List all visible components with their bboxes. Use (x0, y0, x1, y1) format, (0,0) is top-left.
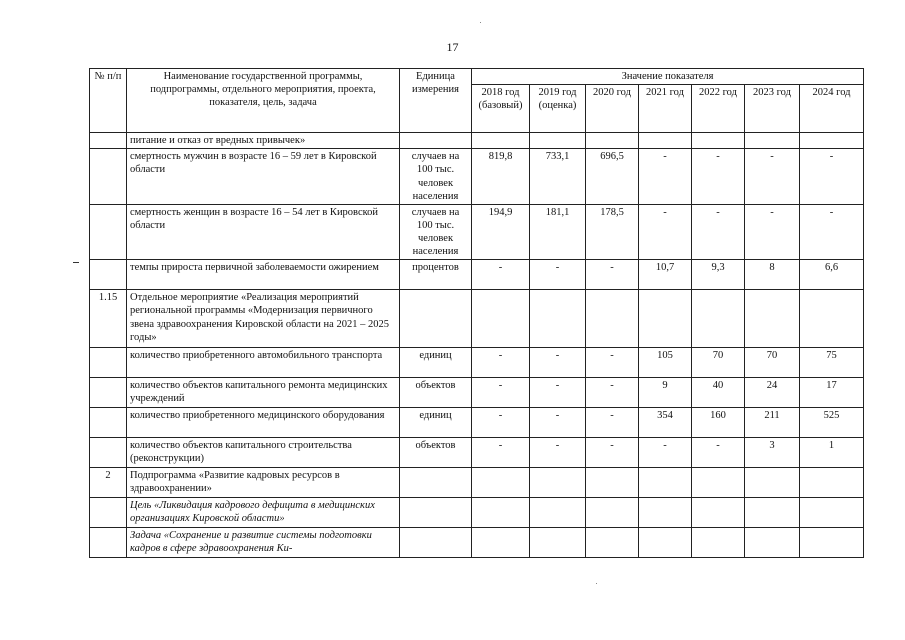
margin-mark (73, 262, 79, 263)
row-value (692, 528, 745, 558)
row-value: 696,5 (586, 149, 639, 205)
row-value (472, 133, 530, 149)
table-row (90, 149, 864, 205)
row-number (90, 498, 127, 528)
row-unit: единиц (400, 408, 472, 438)
row-value (586, 468, 639, 498)
row-number: 1.15 (90, 290, 127, 348)
row-value: - (586, 408, 639, 438)
row-value: - (586, 348, 639, 378)
header-year: 2019 год (оценка) (530, 85, 586, 133)
scan-speck (596, 583, 597, 584)
row-value: 3 (745, 438, 800, 468)
header-year: 2020 год (586, 85, 639, 133)
row-unit: объектов (400, 438, 472, 468)
row-number (90, 438, 127, 468)
row-value: 525 (800, 408, 864, 438)
table-row (90, 408, 864, 438)
row-value: - (472, 348, 530, 378)
row-value: - (472, 260, 530, 290)
row-value (586, 290, 639, 348)
row-value: 105 (639, 348, 692, 378)
row-value: 9 (639, 378, 692, 408)
row-unit (400, 498, 472, 528)
table-row (90, 438, 864, 468)
row-unit: случаев на 100 тыс. человек населения (400, 149, 472, 205)
row-value: 70 (692, 348, 745, 378)
row-value: - (586, 378, 639, 408)
row-value (586, 133, 639, 149)
row-value (800, 528, 864, 558)
row-number (90, 348, 127, 378)
row-value (639, 498, 692, 528)
row-value (472, 498, 530, 528)
table-body (90, 133, 864, 558)
row-unit: процентов (400, 260, 472, 290)
row-value: 6,6 (800, 260, 864, 290)
row-value (800, 290, 864, 348)
row-value: 1 (800, 438, 864, 468)
row-value (472, 290, 530, 348)
row-name: количество приобретенного медицинского оборудования (127, 408, 400, 438)
row-name: количество приобретенного автомобильного транспорта (127, 348, 400, 378)
row-value (692, 468, 745, 498)
row-value (745, 528, 800, 558)
row-number (90, 133, 127, 149)
row-value (800, 133, 864, 149)
row-value: 40 (692, 378, 745, 408)
row-value: 733,1 (530, 149, 586, 205)
scan-speck (480, 22, 481, 23)
row-value (692, 498, 745, 528)
row-value (530, 528, 586, 558)
header-year: 2022 год (692, 85, 745, 133)
row-number (90, 528, 127, 558)
table-row (90, 528, 864, 558)
row-value: 181,1 (530, 204, 586, 260)
row-value (692, 290, 745, 348)
header-unit: Единица измерения (400, 69, 472, 133)
row-value: - (586, 438, 639, 468)
page-number: 17 (446, 40, 459, 54)
row-value: - (639, 438, 692, 468)
row-value: - (800, 149, 864, 205)
row-value: 24 (745, 378, 800, 408)
row-value (530, 468, 586, 498)
row-number (90, 260, 127, 290)
row-value (745, 290, 800, 348)
row-unit (400, 133, 472, 149)
row-value: - (472, 378, 530, 408)
row-value: - (530, 378, 586, 408)
row-value (586, 498, 639, 528)
header-year: 2024 год (800, 85, 864, 133)
row-value (745, 498, 800, 528)
row-value: - (472, 438, 530, 468)
indicator-table (89, 68, 864, 558)
table-row (90, 468, 864, 498)
row-name: Цель «Ликвидация кадрового дефицита в медицинских организациях Кировской области» (127, 498, 400, 528)
row-value: 194,9 (472, 204, 530, 260)
header-year: 2023 год (745, 85, 800, 133)
header-values-group: Значение показателя (472, 69, 864, 85)
row-value: - (639, 204, 692, 260)
row-unit (400, 290, 472, 348)
header-name: Наименование государственной программы, подпрограммы, отдельного мероприятия, проекта, показателя, цель, задача (127, 69, 400, 133)
row-value: - (530, 260, 586, 290)
table-row (90, 378, 864, 408)
row-value: 160 (692, 408, 745, 438)
row-name: смертность женщин в возрасте 16 – 54 лет в Кировской области (127, 204, 400, 260)
row-value (745, 468, 800, 498)
table-row (90, 498, 864, 528)
row-value (745, 133, 800, 149)
row-number (90, 204, 127, 260)
row-value: 8 (745, 260, 800, 290)
row-unit: случаев на 100 тыс. человек населения (400, 204, 472, 260)
row-value: 70 (745, 348, 800, 378)
row-value: 75 (800, 348, 864, 378)
row-value: - (692, 438, 745, 468)
row-value: - (639, 149, 692, 205)
row-name: Подпрограмма «Развитие кадровых ресурсов в здравоохранении» (127, 468, 400, 498)
row-value (639, 528, 692, 558)
row-value (800, 498, 864, 528)
table-row (90, 133, 864, 149)
row-value: - (586, 260, 639, 290)
row-value: 9,3 (692, 260, 745, 290)
row-value (639, 468, 692, 498)
row-value (472, 528, 530, 558)
row-value (586, 528, 639, 558)
table-row (90, 290, 864, 348)
row-unit: единиц (400, 348, 472, 378)
table-row (90, 348, 864, 378)
row-name: питание и отказ от вредных привычек» (127, 133, 400, 149)
row-value (472, 468, 530, 498)
row-unit (400, 468, 472, 498)
table-row (90, 260, 864, 290)
header-year: 2021 год (639, 85, 692, 133)
header-num: № п/п (90, 69, 127, 133)
row-value (692, 133, 745, 149)
row-value: - (472, 408, 530, 438)
header-year: 2018 год (базовый) (472, 85, 530, 133)
row-value (639, 290, 692, 348)
row-unit (400, 528, 472, 558)
row-value: - (530, 408, 586, 438)
row-value: 819,8 (472, 149, 530, 205)
row-value: - (692, 149, 745, 205)
row-value: - (530, 438, 586, 468)
row-unit: объектов (400, 378, 472, 408)
row-value: - (530, 348, 586, 378)
row-value: - (692, 204, 745, 260)
row-name: Задача «Сохранение и развитие системы подготовки кадров в сфере здравоохранения Ки- (127, 528, 400, 558)
row-name: темпы прироста первичной заболеваемости ожирением (127, 260, 400, 290)
row-number (90, 378, 127, 408)
row-number (90, 149, 127, 205)
row-value: 211 (745, 408, 800, 438)
row-name: Отдельное мероприятие «Реализация мероприятий региональной программы «Модернизация первичного звена здравоохранения Кировской области на 2021 – 2025 годы» (127, 290, 400, 348)
row-value: 10,7 (639, 260, 692, 290)
row-number (90, 408, 127, 438)
row-number: 2 (90, 468, 127, 498)
row-name: количество объектов капитального строительства (реконструкции) (127, 438, 400, 468)
row-value (639, 133, 692, 149)
row-value (530, 498, 586, 528)
row-value: - (800, 204, 864, 260)
row-value (530, 290, 586, 348)
row-value: - (745, 204, 800, 260)
row-value: 354 (639, 408, 692, 438)
row-value: 17 (800, 378, 864, 408)
row-name: смертность мужчин в возрасте 16 – 59 лет в Кировской области (127, 149, 400, 205)
row-value: - (745, 149, 800, 205)
table-row (90, 204, 864, 260)
row-name: количество объектов капитального ремонта медицинских учреждений (127, 378, 400, 408)
row-value (800, 468, 864, 498)
row-value (530, 133, 586, 149)
row-value: 178,5 (586, 204, 639, 260)
